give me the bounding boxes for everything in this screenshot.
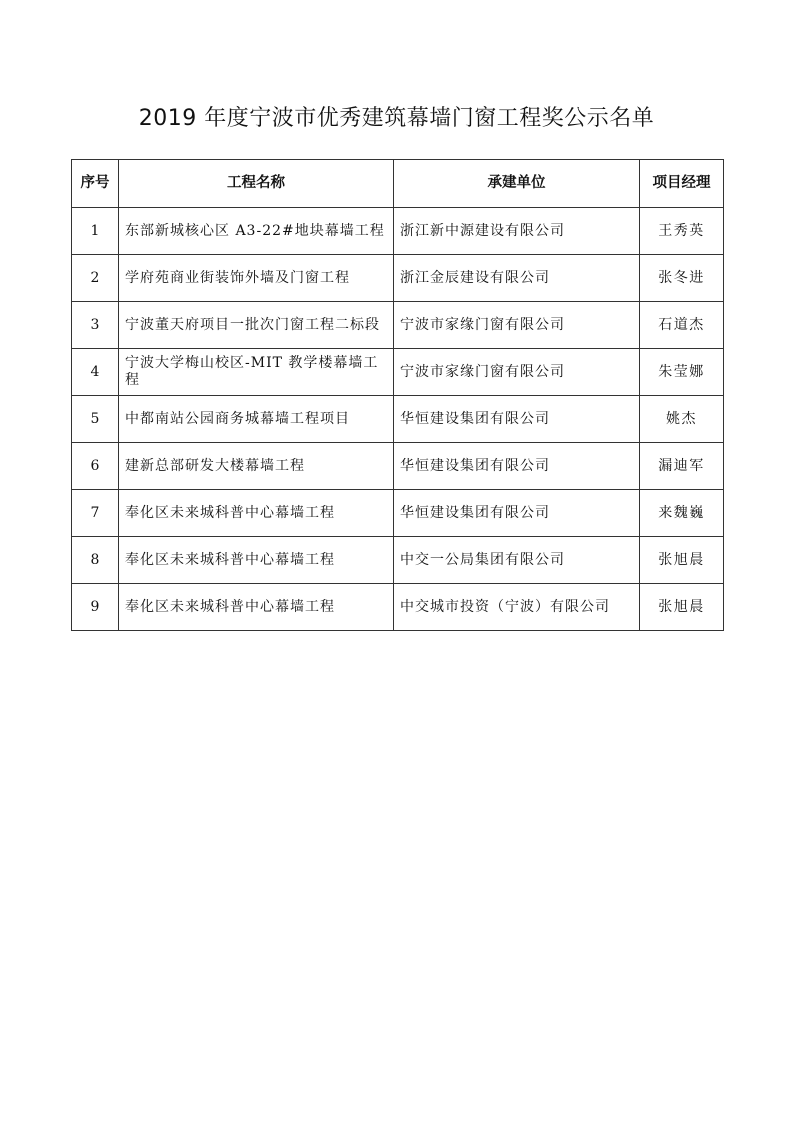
row-no: 9 xyxy=(72,584,119,631)
table-row xyxy=(72,443,724,490)
table-row xyxy=(72,396,724,443)
row-project-name: 东部新城核心区 A3-22#地块幕墙工程 xyxy=(119,208,394,255)
row-contractor: 华恒建设集团有限公司 xyxy=(394,490,640,537)
table-row xyxy=(72,490,724,537)
row-contractor: 华恒建设集团有限公司 xyxy=(394,396,640,443)
row-manager: 来魏巍 xyxy=(640,490,724,537)
row-project-name: 奉化区未来城科普中心幕墙工程 xyxy=(119,537,394,584)
row-no: 6 xyxy=(72,443,119,490)
table-row xyxy=(72,349,724,396)
row-project-name: 中都南站公园商务城幕墙工程项目 xyxy=(119,396,394,443)
table-row xyxy=(72,537,724,584)
row-contractor: 中交城市投资（宁波）有限公司 xyxy=(394,584,640,631)
table-header-row xyxy=(72,160,724,208)
row-contractor: 华恒建设集团有限公司 xyxy=(394,443,640,490)
table-row xyxy=(72,208,724,255)
row-no: 7 xyxy=(72,490,119,537)
table-row xyxy=(72,302,724,349)
row-manager: 漏迪军 xyxy=(640,443,724,490)
row-no: 2 xyxy=(72,255,119,302)
award-table xyxy=(71,159,724,631)
row-no: 8 xyxy=(72,537,119,584)
row-project-name: 学府苑商业街装饰外墙及门窗工程 xyxy=(119,255,394,302)
row-no: 1 xyxy=(72,208,119,255)
row-project-name: 建新总部研发大楼幕墙工程 xyxy=(119,443,394,490)
table-row xyxy=(72,584,724,631)
header-project-name: 工程名称 xyxy=(119,160,394,208)
row-project-name: 奉化区未来城科普中心幕墙工程 xyxy=(119,584,394,631)
row-no: 4 xyxy=(72,349,119,396)
row-manager: 张冬进 xyxy=(640,255,724,302)
row-manager: 王秀英 xyxy=(640,208,724,255)
row-project-name: 奉化区未来城科普中心幕墙工程 xyxy=(119,490,394,537)
row-manager: 张旭晨 xyxy=(640,584,724,631)
row-manager: 石道杰 xyxy=(640,302,724,349)
header-manager: 项目经理 xyxy=(640,160,724,208)
row-contractor: 宁波市家缘门窗有限公司 xyxy=(394,349,640,396)
page-title: 2019 年度宁波市优秀建筑幕墙门窗工程奖公示名单 xyxy=(138,106,655,131)
row-manager: 张旭晨 xyxy=(640,537,724,584)
row-project-name: 宁波董天府项目一批次门窗工程二标段 xyxy=(119,302,394,349)
row-contractor: 浙江金辰建设有限公司 xyxy=(394,255,640,302)
row-contractor: 浙江新中源建设有限公司 xyxy=(394,208,640,255)
row-no: 3 xyxy=(72,302,119,349)
row-manager: 姚杰 xyxy=(640,396,724,443)
row-contractor: 宁波市家缘门窗有限公司 xyxy=(394,302,640,349)
header-contractor: 承建单位 xyxy=(394,160,640,208)
row-manager: 朱莹娜 xyxy=(640,349,724,396)
table-row xyxy=(72,255,724,302)
row-no: 5 xyxy=(72,396,119,443)
header-no: 序号 xyxy=(72,160,119,208)
row-contractor: 中交一公局集团有限公司 xyxy=(394,537,640,584)
row-project-name: 宁波大学梅山校区-MIT 教学楼幕墙工程 xyxy=(119,349,394,396)
